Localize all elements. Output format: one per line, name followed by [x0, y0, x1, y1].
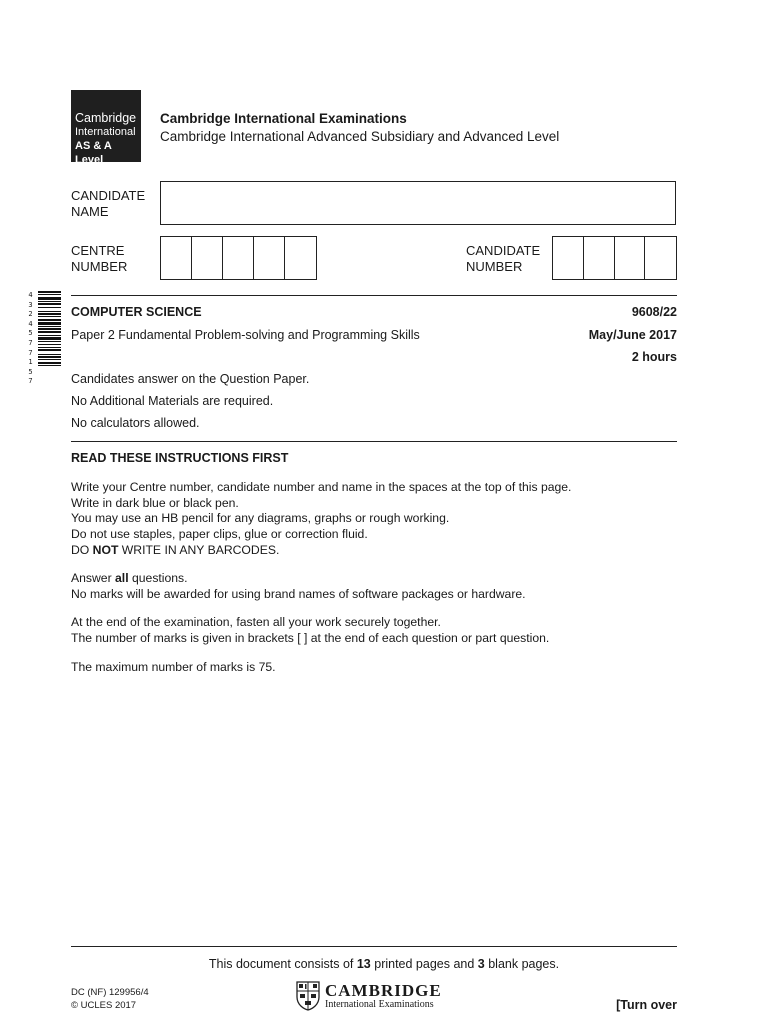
barcode-digit: 5	[28, 367, 33, 376]
document-page-count	[0, 957, 768, 971]
centre-digit-box[interactable]	[192, 237, 223, 279]
centre-number-field[interactable]	[160, 236, 317, 280]
centre-digit-box[interactable]	[285, 237, 316, 279]
emphasis: NOT	[92, 542, 119, 557]
barcode-bar	[38, 322, 61, 325]
barcode-bar	[38, 362, 61, 364]
barcode-bar	[38, 301, 61, 302]
candidate-digit-box[interactable]	[553, 237, 584, 279]
materials-line: No calculators allowed.	[71, 416, 200, 430]
barcode-bar	[38, 313, 61, 315]
candidate-number-label-line2: NUMBER	[466, 259, 523, 274]
materials-line: No Additional Materials are required.	[71, 394, 274, 408]
centre-number-label	[71, 243, 127, 275]
barcode-bar	[38, 331, 61, 333]
text-fragment: printed pages and	[370, 957, 478, 971]
candidate-digit-box[interactable]	[615, 237, 646, 279]
barcode-bar	[38, 311, 61, 312]
barcode-bar	[38, 344, 61, 345]
candidate-name-field[interactable]	[160, 181, 676, 225]
candidate-number-label	[466, 243, 540, 275]
candidate-digit-box[interactable]	[645, 237, 676, 279]
text-fragment: This document consists of	[208, 957, 357, 971]
divider	[71, 295, 677, 296]
printed-pages-count: 13	[356, 957, 371, 971]
barcode-bar	[38, 356, 61, 358]
logo-line-3: AS & A Level	[75, 140, 112, 166]
centre-digit-box[interactable]	[254, 237, 285, 279]
barcode-digit: 4	[28, 319, 33, 328]
instruction-line: Write in dark blue or black pen.	[71, 495, 239, 510]
barcode-bar	[38, 335, 61, 336]
max-marks: The maximum number of marks is 75.	[71, 660, 276, 674]
logo-line-1: Cambridge	[75, 111, 137, 125]
barcode-bar	[38, 316, 61, 317]
divider	[71, 946, 677, 947]
barcode-bar	[38, 297, 61, 300]
copyright: © UCLES 2017	[71, 1000, 137, 1011]
barcode-digit: 5	[28, 329, 33, 338]
instruction-line	[71, 543, 571, 559]
barcode-bar	[38, 365, 61, 366]
board-subtitle: Cambridge International Advanced Subsidiary and Advanced Level	[160, 129, 560, 144]
instructions-block	[71, 480, 571, 559]
paper-code: 9608/22	[631, 305, 677, 319]
barcode	[38, 291, 61, 436]
instruction-line: You may use an HB pencil for any diagrams, graphs or rough working.	[71, 511, 450, 526]
cambridge-wordmark-subtitle: International Examinations	[325, 999, 434, 1010]
instructions-heading: READ THESE INSTRUCTIONS FIRST	[71, 451, 289, 465]
centre-number-label-line1: CENTRE	[71, 243, 125, 258]
document-reference: DC (NF) 129956/4	[71, 987, 149, 998]
barcode-digit: 4	[28, 291, 33, 299]
text-fragment: questions.	[128, 571, 188, 585]
barcode-bar	[38, 341, 61, 342]
instruction-line: At the end of the examination, fasten all your work securely together.	[71, 615, 441, 629]
blank-pages-count: 3	[477, 957, 485, 971]
barcode-digit: 1	[28, 358, 33, 367]
logo-line-2: International	[75, 126, 136, 138]
barcode-bar	[38, 347, 61, 348]
barcode-bar	[38, 359, 61, 360]
candidate-number-field[interactable]	[552, 236, 677, 280]
exam-duration: 2 hours	[631, 350, 677, 364]
barcode-bar	[38, 291, 61, 293]
barcode-digit: 2	[28, 310, 33, 319]
text-fragment: Answer	[71, 571, 116, 585]
paper-name: Paper 2 Fundamental Problem-solving and Programming Skills	[71, 328, 420, 342]
centre-digit-box[interactable]	[223, 237, 254, 279]
instructions-block	[71, 615, 549, 646]
text-fragment: DO	[71, 542, 93, 557]
barcode-digit: 7	[28, 348, 33, 357]
barcode-bar	[38, 328, 61, 330]
candidate-name-label	[71, 188, 145, 220]
candidate-number-label-line1: CANDIDATE	[466, 243, 541, 258]
instruction-line: The number of marks is given in brackets [ ] at the end of each question or part question.	[71, 630, 550, 645]
centre-number-label-line2: NUMBER	[71, 259, 128, 274]
instructions-block	[71, 571, 526, 602]
cambridge-logo	[71, 90, 141, 166]
turn-over: [Turn over	[616, 998, 677, 1012]
barcode-digit: 7	[28, 338, 33, 347]
barcode-digit: 3	[28, 300, 33, 309]
instruction-line: Do not use staples, paper clips, glue or correction fluid.	[71, 527, 368, 542]
candidate-digit-box[interactable]	[584, 237, 615, 279]
exam-session: May/June 2017	[588, 328, 677, 342]
divider	[71, 441, 677, 442]
barcode-bar	[38, 326, 61, 327]
instruction-line	[71, 571, 526, 587]
barcode-bar	[38, 294, 61, 295]
barcode-bar	[38, 319, 61, 321]
barcode-bar	[38, 303, 61, 305]
candidate-name-label-line2: NAME	[71, 204, 109, 219]
text-fragment: blank pages.	[484, 957, 560, 971]
text-fragment: WRITE IN ANY BARCODES.	[118, 542, 280, 557]
materials-line: Candidates answer on the Question Paper.	[71, 372, 310, 386]
footer-references	[71, 986, 149, 1012]
board-title: Cambridge International Examinations	[160, 111, 407, 126]
barcode-digit: 7	[28, 377, 33, 386]
emphasis: all	[115, 571, 129, 585]
instruction-line: Write your Centre number, candidate number and name in the spaces at the top of this page.	[71, 480, 572, 494]
barcode-bar	[38, 307, 61, 308]
subject-title: COMPUTER SCIENCE	[71, 305, 202, 319]
barcode-bar	[38, 349, 61, 351]
barcode-bar	[38, 337, 61, 340]
cambridge-wordmark: CAMBRIDGE	[325, 981, 442, 1000]
cambridge-crest-icon	[296, 981, 320, 1011]
barcode-bar	[38, 354, 61, 355]
instruction-line: No marks will be awarded for using brand names of software packages or hardware.	[71, 586, 526, 601]
barcode-number	[26, 291, 35, 387]
candidate-name-label-line1: CANDIDATE	[71, 188, 146, 203]
centre-digit-box[interactable]	[161, 237, 192, 279]
